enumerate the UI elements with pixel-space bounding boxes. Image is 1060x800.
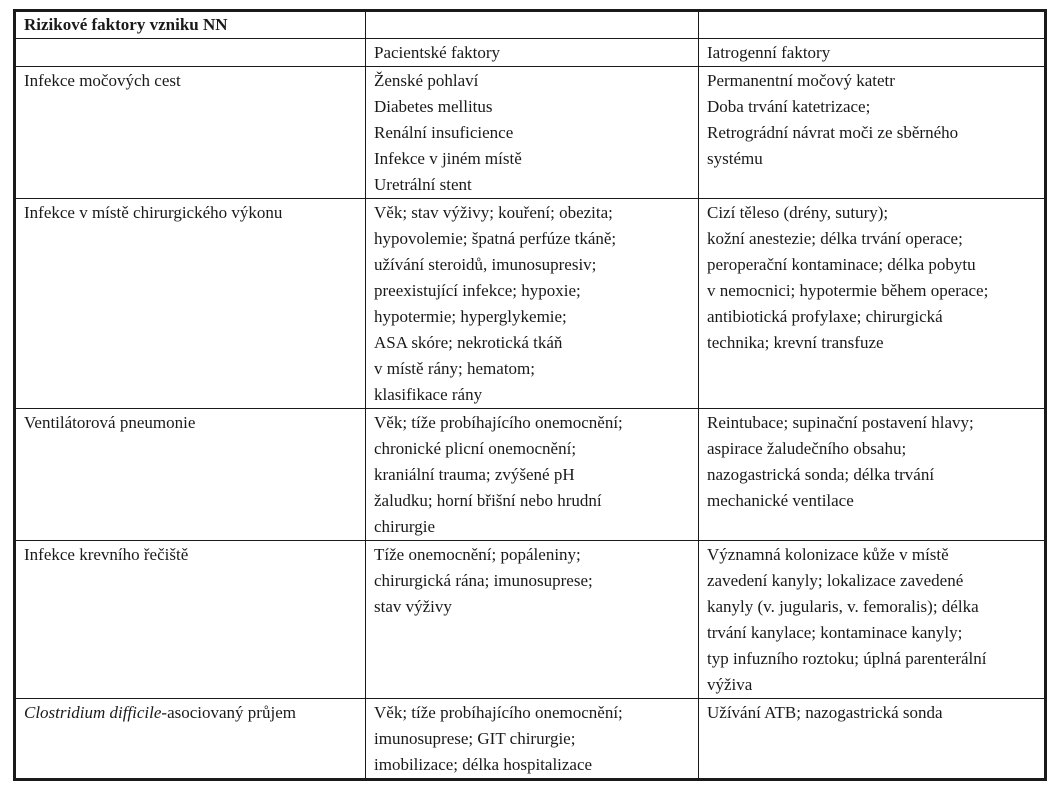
table-title-row xyxy=(16,12,1045,39)
list-item: Renální insuficience xyxy=(374,123,514,142)
list-item: užívání steroidů, imunosupresiv; xyxy=(374,255,597,274)
list-item: mechanické ventilace xyxy=(707,491,854,510)
row-name: Infekce v místě chirurgického výkonu xyxy=(16,199,366,409)
list-item: Diabetes mellitus xyxy=(374,97,493,116)
list-item: nazogastrická sonda; délka trvání xyxy=(707,465,935,484)
list-item: Významná kolonizace kůže v místě xyxy=(707,545,949,564)
list-item: Užívání ATB; nazogastrická sonda xyxy=(707,703,943,722)
list-item: hypotermie; hyperglykemie; xyxy=(374,307,567,326)
empty-header-cell xyxy=(699,12,1045,39)
empty-header-cell xyxy=(366,12,699,39)
table-row xyxy=(16,67,1045,199)
list-item: Věk; tíže probíhajícího onemocnění; xyxy=(374,703,623,722)
column-header-row xyxy=(16,39,1045,67)
list-item: Věk; stav výživy; kouření; obezita; xyxy=(374,203,613,222)
list-item: Infekce v jiném místě xyxy=(374,149,522,168)
row-name xyxy=(16,699,366,779)
list-item: kanyly (v. jugularis, v. femoralis); délka xyxy=(707,597,979,616)
row-name-italic: Clostridium difficile xyxy=(24,703,162,722)
list-item: peroperační kontaminace; délka pobytu xyxy=(707,255,976,274)
list-item: Tíže onemocnění; popáleniny; xyxy=(374,545,581,564)
risk-factors-table-frame xyxy=(13,9,1047,781)
list-item: typ infuzního roztoku; úplná parenterální xyxy=(707,649,987,668)
table-row xyxy=(16,409,1045,541)
risk-factors-table xyxy=(15,11,1045,779)
table-row xyxy=(16,699,1045,779)
iatrogenic-factors xyxy=(699,409,1045,541)
iatrogenic-factors xyxy=(699,541,1045,699)
list-item: kožní anestezie; délka trvání operace; xyxy=(707,229,963,248)
list-item: Reintubace; supinační postavení hlavy; xyxy=(707,413,974,432)
list-item: v místě rány; hematom; xyxy=(374,359,535,378)
list-item: stav výživy xyxy=(374,597,452,616)
list-item: Cizí těleso (drény, sutury); xyxy=(707,203,889,222)
list-item: Věk; tíže probíhajícího onemocnění; xyxy=(374,413,623,432)
list-item: trvání kanylace; kontaminace kanyly; xyxy=(707,623,963,642)
list-item: výživa xyxy=(707,675,753,694)
row-name: Ventilátorová pneumonie xyxy=(16,409,366,541)
table-title: Rizikové faktory vzniku NN xyxy=(16,12,366,39)
patient-factors xyxy=(366,67,699,199)
list-item: žaludku; horní břišní nebo hrudní xyxy=(374,491,602,510)
list-item: Permanentní močový katetr xyxy=(707,71,895,90)
list-item: technika; krevní transfuze xyxy=(707,333,884,352)
patient-factors xyxy=(366,199,699,409)
list-item: kraniální trauma; zvýšené pH xyxy=(374,465,575,484)
list-item: v nemocnici; hypotermie během operace; xyxy=(707,281,989,300)
iatrogenic-factors xyxy=(699,199,1045,409)
patient-factors xyxy=(366,699,699,779)
list-item: imunosuprese; GIT chirurgie; xyxy=(374,729,576,748)
list-item: systému xyxy=(707,149,763,168)
row-name: Infekce močových cest xyxy=(16,67,366,199)
list-item: imobilizace; délka hospitalizace xyxy=(374,755,593,774)
column-header-patient: Pacientské faktory xyxy=(366,39,699,67)
row-name-rest: -asociovaný průjem xyxy=(161,703,296,722)
empty-subheader-cell xyxy=(16,39,366,67)
list-item: chirurgie xyxy=(374,517,436,536)
list-item: klasifikace rány xyxy=(374,385,483,404)
list-item: ASA skóre; nekrotická tkáň xyxy=(374,333,563,352)
list-item: Ženské pohlaví xyxy=(374,71,479,90)
patient-factors xyxy=(366,541,699,699)
list-item: Retrográdní návrat moči ze sběrného xyxy=(707,123,959,142)
list-item: preexistující infekce; hypoxie; xyxy=(374,281,581,300)
list-item: Doba trvání katetrizace; xyxy=(707,97,871,116)
table-row xyxy=(16,199,1045,409)
patient-factors xyxy=(366,409,699,541)
row-name: Infekce krevního řečiště xyxy=(16,541,366,699)
iatrogenic-factors xyxy=(699,67,1045,199)
list-item: Uretrální stent xyxy=(374,175,472,194)
list-item: chirurgická rána; imunosuprese; xyxy=(374,571,593,590)
iatrogenic-factors xyxy=(699,699,1045,779)
column-header-iatrogenic: Iatrogenní faktory xyxy=(699,39,1045,67)
list-item: antibiotická profylaxe; chirurgická xyxy=(707,307,943,326)
list-item: zavedení kanyly; lokalizace zavedené xyxy=(707,571,964,590)
list-item: hypovolemie; špatná perfúze tkáně; xyxy=(374,229,617,248)
table-row xyxy=(16,541,1045,699)
list-item: aspirace žaludečního obsahu; xyxy=(707,439,907,458)
list-item: chronické plicní onemocnění; xyxy=(374,439,577,458)
